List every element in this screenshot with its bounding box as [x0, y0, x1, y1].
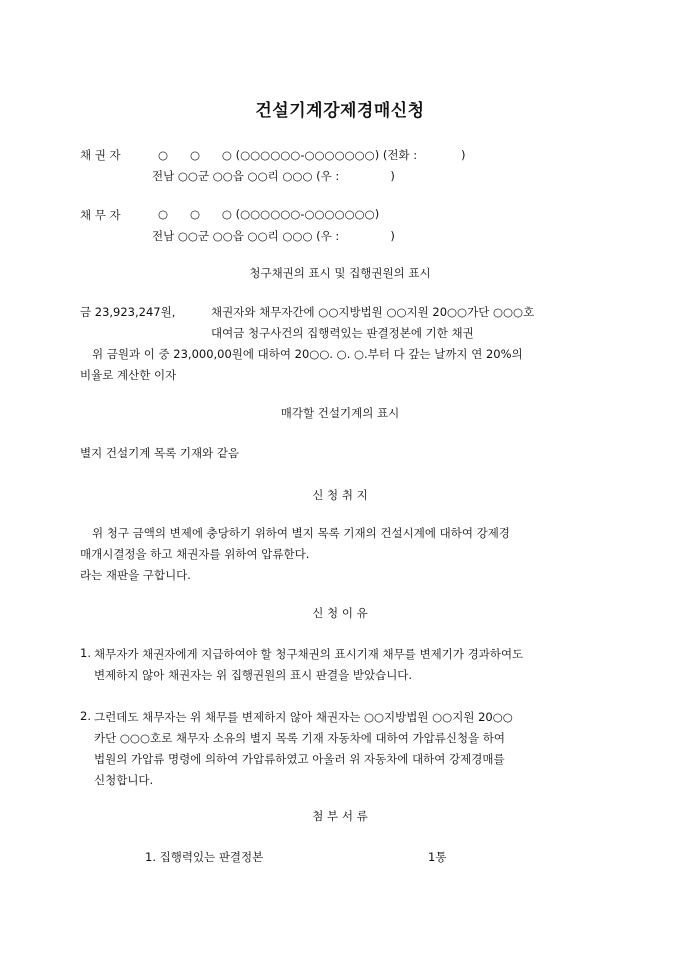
debtor-name-line: ○ ○ ○ (○○○○○○-○○○○○○○): [158, 207, 380, 221]
creditor-label: 채 권 자: [80, 148, 121, 162]
reason-1-line2: 변제하지 않아 채권자는 위 집행권원의 표시 판결을 받았습니다.: [94, 668, 413, 682]
debtor-address-line: 전남 ○○군 ○○읍 ○○리 ○○○ (우 : ): [152, 229, 395, 243]
claim-description-line2: 대여금 청구사건의 집행력있는 판결정본에 기한 채권: [211, 326, 474, 340]
creditor-name-line: ○ ○ ○ (○○○○○○-○○○○○○○) (전화 : ): [158, 148, 466, 162]
attachment-name: 1. 집행력있는 판결정본: [145, 850, 264, 864]
document-title: 건설기계강제경매신청: [255, 101, 425, 121]
purpose-line1: 위 청구 금액의 변제에 충당하기 위하여 별지 목록 기재의 건설시계에 대하여 강제경: [92, 526, 510, 540]
claim-interest-line1: 위 금원과 이 중 23,000,00원에 대하여 20○○. ○. ○.부터 다 갚는 날까지 연 20%의: [92, 347, 523, 361]
machine-text: 별지 건설기계 목록 기재와 같음: [80, 446, 240, 460]
attachment-count: 1통: [428, 850, 447, 864]
reason-2-line4: 신청합니다.: [94, 773, 154, 787]
reason-number: 1.: [80, 646, 91, 660]
reason-2-line2: 카단 ○○○호로 채무자 소유의 별지 목록 기재 자동차에 대하여 가압류신청을 하여: [94, 731, 506, 745]
reason-2-line3: 법원의 가압류 명령에 의하여 가압류하였고 아울러 위 자동차에 대하여 강제경매를: [94, 752, 505, 766]
attachments-heading: 첨 부 서 류: [312, 809, 368, 823]
claim-amount: 금 23,923,247원,: [80, 305, 176, 319]
claim-description-line1: 채권자와 채무자간에 ○○지방법원 ○○지원 20○○가단 ○○○호: [211, 305, 535, 319]
reason-1-line1: 채무자가 채권자에게 지급하여야 할 청구채권의 표시기재 채무를 변제기가 경과하여도: [94, 647, 524, 661]
claim-heading: 청구채권의 표시 및 집행권원의 표시: [249, 266, 431, 280]
debtor-label: 채 무 자: [80, 208, 121, 222]
reason-heading: 신 청 이 유: [312, 606, 368, 620]
purpose-line3: 라는 재판을 구합니다.: [80, 568, 191, 582]
reason-number: 2.: [80, 709, 91, 723]
machine-heading: 매각할 건설기계의 표시: [280, 406, 400, 420]
creditor-address-line: 전남 ○○군 ○○읍 ○○리 ○○○ (우 : ): [152, 169, 395, 183]
purpose-heading: 신 청 취 지: [312, 488, 368, 502]
purpose-line2: 매개시결정을 하고 채권자를 위하여 압류한다.: [80, 547, 310, 561]
reason-2-line1: 그런데도 채무자는 위 채무를 변제하지 않아 채권자는 ○○지방법원 ○○지원 20○○: [94, 710, 513, 724]
claim-interest-line2: 비율로 계산한 이자: [80, 368, 177, 382]
